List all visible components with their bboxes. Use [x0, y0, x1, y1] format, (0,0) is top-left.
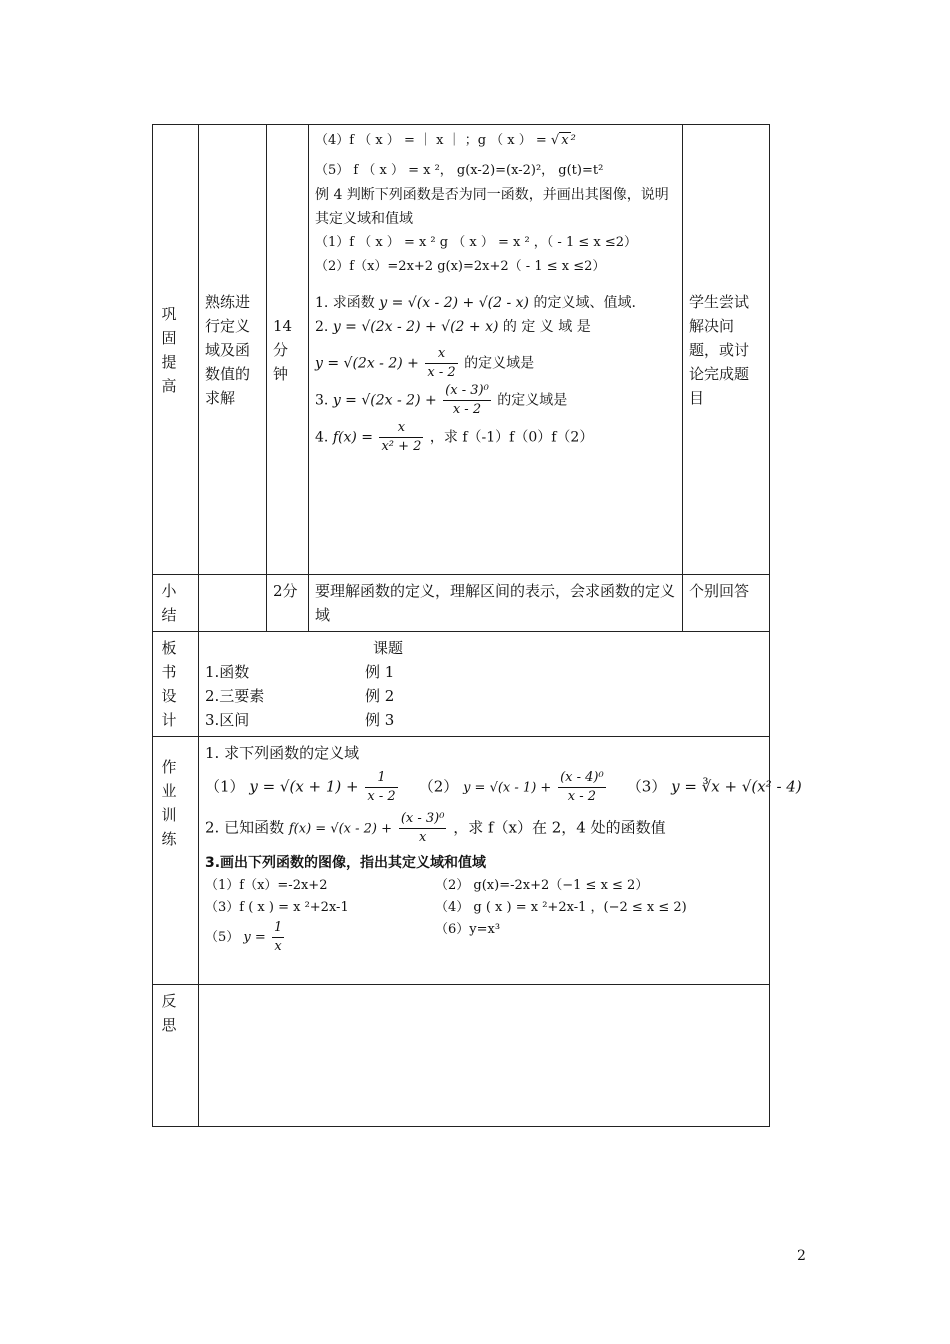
page-number: 2: [797, 1248, 806, 1264]
lesson-plan-table: [152, 124, 802, 1127]
homework-stage: 作业训练: [161, 758, 177, 848]
homework-item-1: 1. 求下列函数的定义域: [205, 744, 360, 762]
homework-item-3-row-2: （3）f ( x ) = x ²+2x-1 （4） g ( x ) = x ²+2x-1 ，(−2 ≤ x ≤ 2): [205, 900, 687, 915]
board-row-2: 2.三要素 例 2: [205, 687, 395, 705]
summary-content-cell: [309, 575, 683, 632]
content-line-4: （1）f （ x ） = x ² g （ x ） = x ² ，（ - 1 ≤ x ≤2）: [315, 235, 638, 250]
consolidate-row: [153, 125, 770, 575]
homework-item-1-parts: （1） y = √(x + 1) + $\frac{1}{x - 2}$ （2） y = √(x - 1) + $\frac{\text{(x - 4)⁰}}{x - 2}$ （3） y = ∛x + √(x² - 4): [205, 770, 802, 804]
question-3: 3. y = √(2x - 2) + $\frac{\text{(x - 3)⁰}}{x - 2}$ 的定义域是: [315, 383, 568, 417]
board-content-cell: [199, 632, 770, 737]
board-stage-cell: [153, 632, 199, 737]
homework-item-3-row-3: （5） y = $\frac{1}{x}$ （6）y=x³: [205, 920, 501, 954]
goal-text: 熟练进行定义域及函数值的求解: [205, 292, 251, 407]
content-cell: [309, 125, 683, 575]
content-line-5: （2）f（x）=2x+2 g(x)=2x+2（ - 1 ≤ x ≤2）: [315, 259, 606, 274]
stage-cell: [153, 125, 199, 575]
summary-row: [153, 575, 770, 632]
board-row-3: 3.区间 例 3: [205, 711, 395, 729]
content-line-2: （5） f （ x ） = x ²， g(x-2)=(x-2)²， g(t)=t²: [315, 163, 604, 178]
homework-item-3-row-1: （1）f（x）=-2x+2 （2） g(x)=-2x+2（−1 ≤ x ≤ 2）: [205, 878, 649, 893]
question-2b: y = √(2x - 2) + $\frac{x}{x - 2}$ 的定义域是: [315, 346, 535, 380]
reflection-content-cell: [199, 985, 770, 1127]
summary-stage: 小结: [161, 582, 177, 624]
question-2: 2. y = √(2x - 2) + √(2 + x) 的 定 义 域 是: [315, 319, 591, 335]
time-cell: [267, 125, 309, 575]
summary-student-cell: [683, 575, 770, 632]
student-cell: [683, 125, 770, 575]
board-stage: 板书设计: [161, 639, 177, 729]
stage-label: 巩固提高: [161, 304, 177, 395]
question-4: 4. f(x) = $\frac{x}{\text{x² + 2}}$ ，求 f（-1）f（0）f（2）: [315, 420, 594, 454]
reflection-stage-cell: [153, 985, 199, 1127]
summary-time: 2分: [273, 582, 298, 600]
summary-student: 个别回答: [689, 582, 750, 600]
homework-item-2: 2. 已知函数 f(x) = √(x - 2) + $\frac{\text{(x - 3)⁰}}{x}$ ，求 f（x）在 2，4 处的函数值: [205, 811, 666, 845]
board-row-1: 1.函数 例 1: [205, 663, 395, 681]
board-row: [153, 632, 770, 737]
summary-time-cell: [267, 575, 309, 632]
time-text: 14分钟: [273, 316, 293, 383]
homework-content-cell: [199, 737, 802, 985]
summary-content: 要理解函数的定义，理解区间的表示，会求函数的定义域: [315, 582, 676, 624]
goal-cell: [199, 125, 267, 575]
reflection-row: [153, 985, 770, 1127]
summary-stage-cell: [153, 575, 199, 632]
summary-goal-cell: [199, 575, 267, 632]
homework-stage-cell: [153, 737, 199, 985]
reflection-stage: 反思: [161, 992, 177, 1034]
content-line-3: 例 4 判断下列函数是否为同一函数，并画出其图像，说明其定义域和值域: [315, 187, 669, 227]
content-line-1: （4）f （ x ） = ｜ x ｜ ；g （ x ） = √ x ²: [315, 133, 576, 148]
question-1: 1. 求函数 y = √(x - 2) + √(2 - x) 的定义域、值域.: [315, 295, 636, 311]
board-title: 课题: [373, 639, 404, 657]
homework-row: [153, 737, 770, 985]
student-text: 学生尝试解决问题，或讨论完成题目: [689, 292, 750, 407]
homework-item-3: 3.画出下列函数的图像，指出其定义域和值域: [205, 855, 487, 871]
